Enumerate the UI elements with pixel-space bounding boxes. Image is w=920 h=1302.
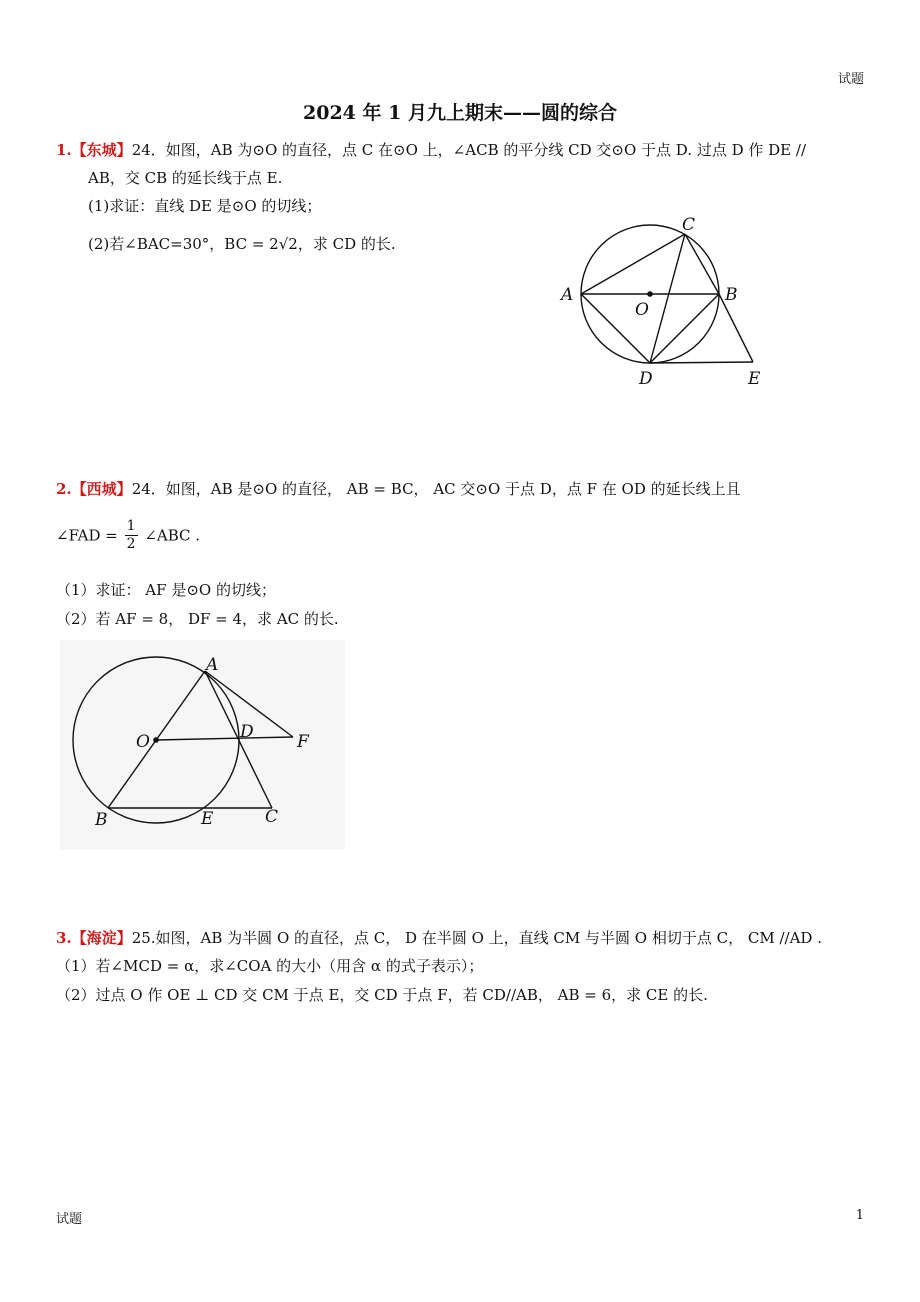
fig1-label-o: O: [635, 300, 649, 320]
problem-2-angle-condition: [56, 518, 200, 553]
fig2-label-f: F: [297, 732, 309, 752]
problem-3-source: 【海淀】: [71, 929, 132, 947]
problem-2-angle-rhs: ∠ABC .: [144, 526, 201, 545]
problem-2-source: 【西城】: [71, 480, 132, 498]
fig1-label-e: E: [748, 369, 761, 389]
problem-2-angle-lhs: ∠FAD =: [56, 526, 118, 545]
problem-3-first-line: [56, 928, 822, 948]
fig1-label-d: D: [639, 369, 653, 389]
problem-1-number: 1.: [56, 141, 72, 159]
fig2-label-e: E: [201, 809, 214, 829]
fig2-label-d: D: [240, 722, 254, 742]
problem-1-first-line: [56, 140, 806, 160]
fig1-label-a: A: [561, 285, 574, 305]
problem-1-line-1: AB 为⊙O 的直径，点 C 在⊙O 上，∠ACB 的平分线 CD 交⊙O 于点 D. 过点 D 作 DE //: [210, 141, 807, 159]
problem-1-source: 【东城】: [71, 141, 132, 159]
problem-3-number: 3.: [56, 929, 72, 947]
page-title: 2024 年 1 月九上期末——圆的综合: [303, 102, 617, 124]
problem-2-qno: 24．如图，: [131, 480, 211, 498]
problem-3-line-1: AB 为半圆 O 的直径，点 C， D 在半圆 O 上，直线 CM 与半圆 O 相切于点 C， CM //AD .: [200, 929, 822, 947]
fig2-label-o: O: [136, 732, 150, 752]
fig2-label-c: C: [265, 807, 279, 827]
fraction-denominator: 2: [126, 536, 136, 552]
fig1-segment-cb: [685, 234, 719, 294]
fig1-label-c: C: [682, 215, 696, 235]
problem-2-half-fraction: [125, 518, 138, 553]
problem-2-line-1: AB 是⊙O 的直径， AB = BC， AC 交⊙O 于点 D，点 F 在 OD 的延长线上且: [210, 480, 741, 498]
footer-label: 试题: [56, 1212, 83, 1227]
problem-3-part-1: （1）若∠MCD = α，求∠COA 的大小（用含 α 的式子表示）；: [56, 957, 484, 975]
problem-2-part-1: （1）求证： AF 是⊙O 的切线；: [56, 581, 276, 599]
problem-3-qno: 25.如图，: [131, 929, 201, 947]
fig1-label-b: B: [725, 285, 738, 305]
problem-2-figure: [60, 640, 345, 850]
fig1-center-point: [647, 291, 653, 297]
problem-3-part-2: （2）过点 O 作 OE ⊥ CD 交 CM 于点 E，交 CD 于点 F，若 CD//AB， AB = 6，求 CE 的长.: [56, 986, 708, 1004]
problem-2-number: 2.: [56, 480, 72, 498]
problem-1-line-2: AB，交 CB 的延长线于点 E.: [88, 169, 283, 187]
problem-1-part-2: (2)若∠BAC=30°，BC = 2√2，求 CD 的长.: [88, 235, 396, 253]
fig1-segment-ac: [581, 234, 685, 294]
fraction-numerator: 1: [126, 518, 136, 534]
fig2-center-point: [153, 737, 159, 743]
problem-1-figure: [555, 212, 785, 392]
fig1-segment-de: [650, 362, 753, 363]
problem-1-qno: 24．如图，: [131, 141, 211, 159]
problem-1-part-1: (1)求证：直线 DE 是⊙O 的切线；: [88, 197, 322, 215]
fig2-label-a: A: [206, 655, 219, 675]
header-label: 试题: [837, 72, 864, 87]
fig1-segment-cd: [650, 234, 685, 363]
problem-2-first-line: [56, 479, 741, 499]
fig2-label-b: B: [95, 810, 108, 830]
problem-2-part-2: （2）若 AF = 8， DF = 4，求 AC 的长.: [56, 610, 339, 628]
page-number: 1: [855, 1208, 864, 1223]
fig1-segment-bd: [650, 294, 719, 363]
